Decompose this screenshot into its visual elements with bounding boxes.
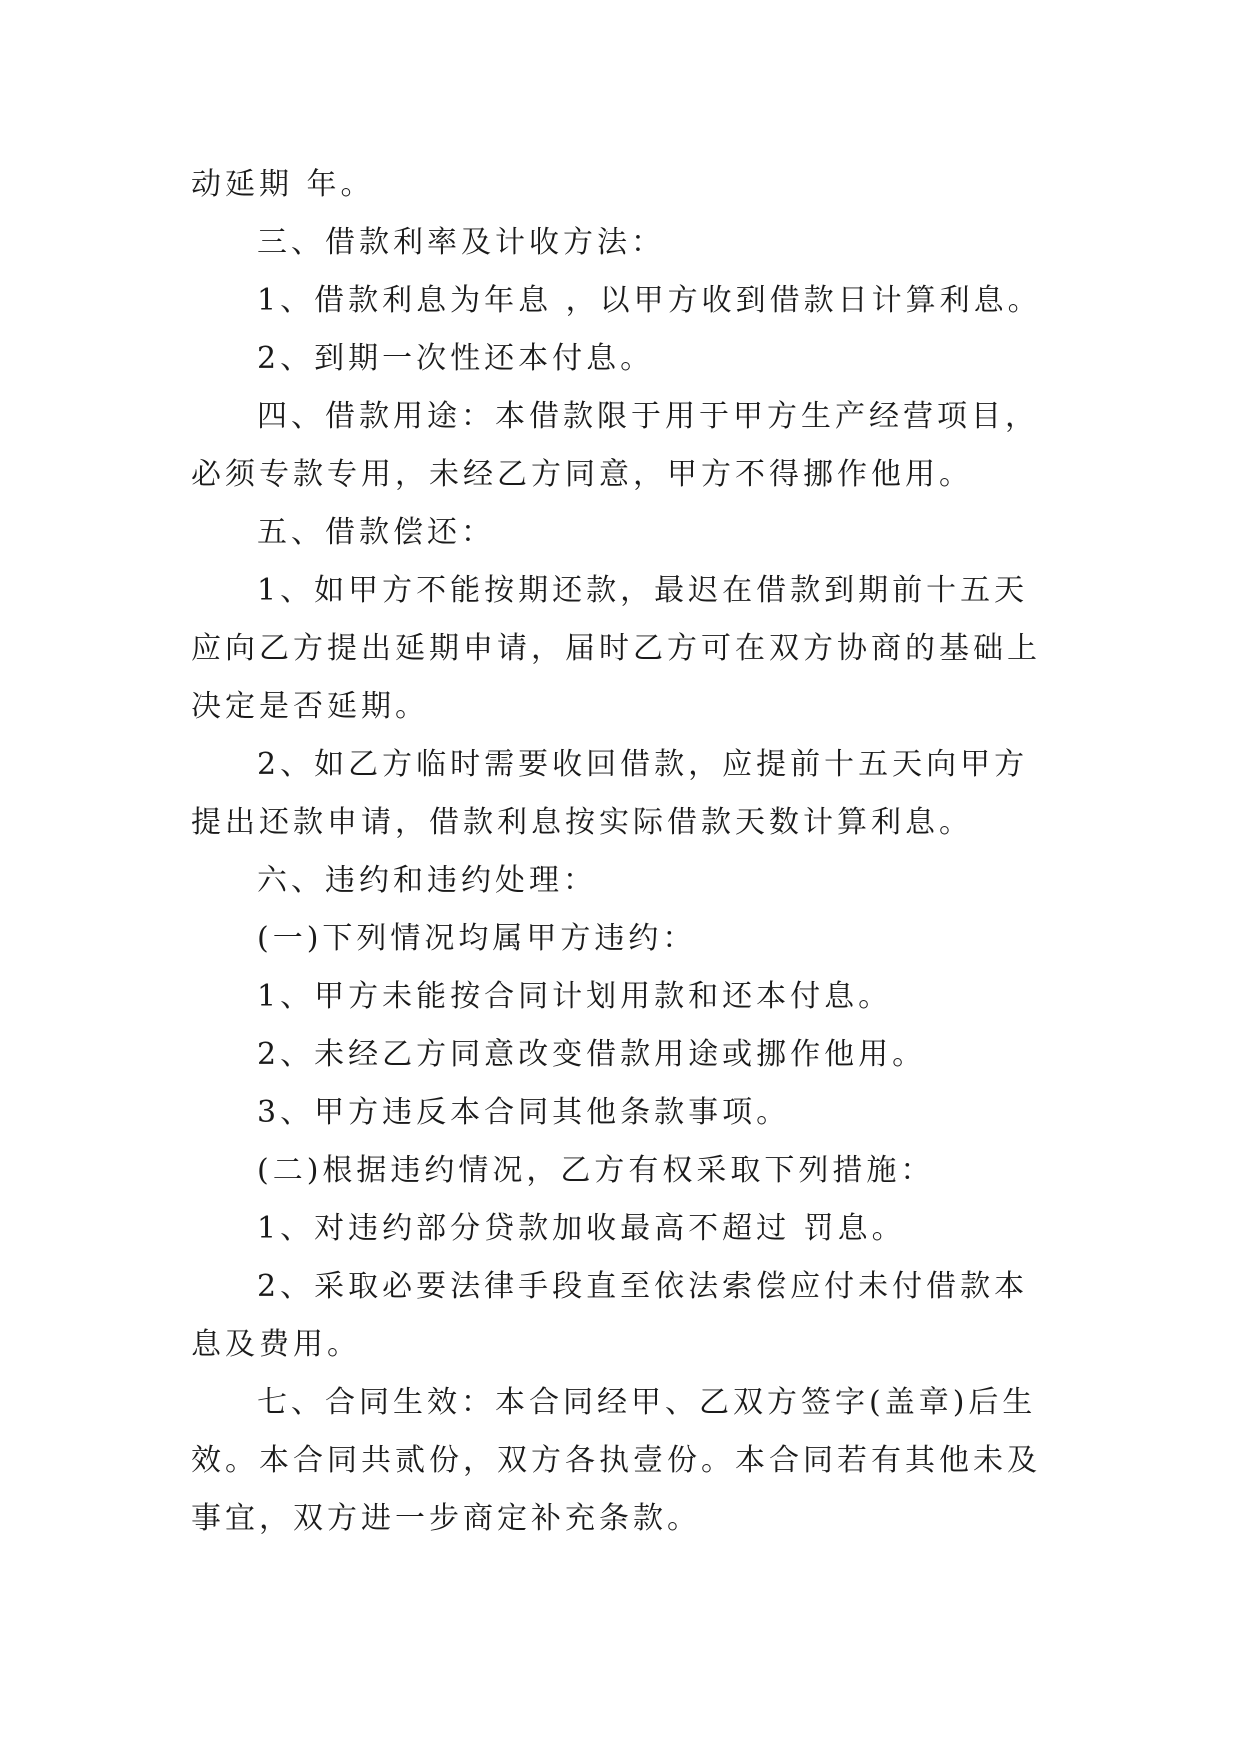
paragraph-section-6-part-2-item-2: 2、采取必要法律手段直至依法索偿应付未付借款本息及费用。 bbox=[191, 1269, 1029, 1362]
paragraph-section-5-heading: 五、借款偿还： bbox=[257, 515, 495, 550]
paragraph-section-6-heading: 六、违约和违约处理： bbox=[257, 863, 597, 898]
paragraph-section-3-item-1: 1、借款利息为年息 ，以甲方收到借款日计算利息。 bbox=[257, 283, 1042, 318]
paragraph-section-6-part-1-item-2: 2、未经乙方同意改变借款用途或挪作他用。 bbox=[257, 1037, 927, 1072]
paragraph-section-7: 七、合同生效：本合同经甲、乙双方签字(盖章)后生效。本合同共贰份，双方各执壹份。本合同若有其他未及事宜，双方进一步商定补充条款。 bbox=[191, 1385, 1041, 1536]
paragraph-section-3-item-2: 2、到期一次性还本付息。 bbox=[257, 341, 655, 376]
paragraph-section-3-heading: 三、借款利率及计收方法： bbox=[257, 225, 665, 260]
paragraph-extension-term: 动延期 年。 bbox=[191, 167, 375, 202]
paragraph-section-6-part-1-item-1: 1、甲方未能按合同计划用款和还本付息。 bbox=[257, 979, 893, 1014]
paragraph-section-5-item-1: 1、如甲方不能按期还款，最迟在借款到期前十五天应向乙方提出延期申请，届时乙方可在双方协商的基础上决定是否延期。 bbox=[191, 573, 1041, 724]
paragraph-section-6-part-2-item-1: 1、对违约部分贷款加收最高不超过 罚息。 bbox=[257, 1211, 906, 1246]
paragraph-section-6-part-1-heading: (一)下列情况均属甲方违约： bbox=[257, 921, 697, 956]
document-body bbox=[191, 156, 1061, 1548]
paragraph-section-6-part-1-item-3: 3、甲方违反本合同其他条款事项。 bbox=[257, 1095, 791, 1130]
paragraph-section-4: 四、借款用途：本借款限于用于甲方生产经营项目，必须专款专用，未经乙方同意，甲方不得挪作他用。 bbox=[191, 399, 1039, 492]
paragraph-section-6-part-2-heading: (二)根据违约情况，乙方有权采取下列措施： bbox=[257, 1153, 935, 1188]
paragraph-section-5-item-2: 2、如乙方临时需要收回借款，应提前十五天向甲方提出还款申请，借款利息按实际借款天数计算利息。 bbox=[191, 747, 1029, 840]
